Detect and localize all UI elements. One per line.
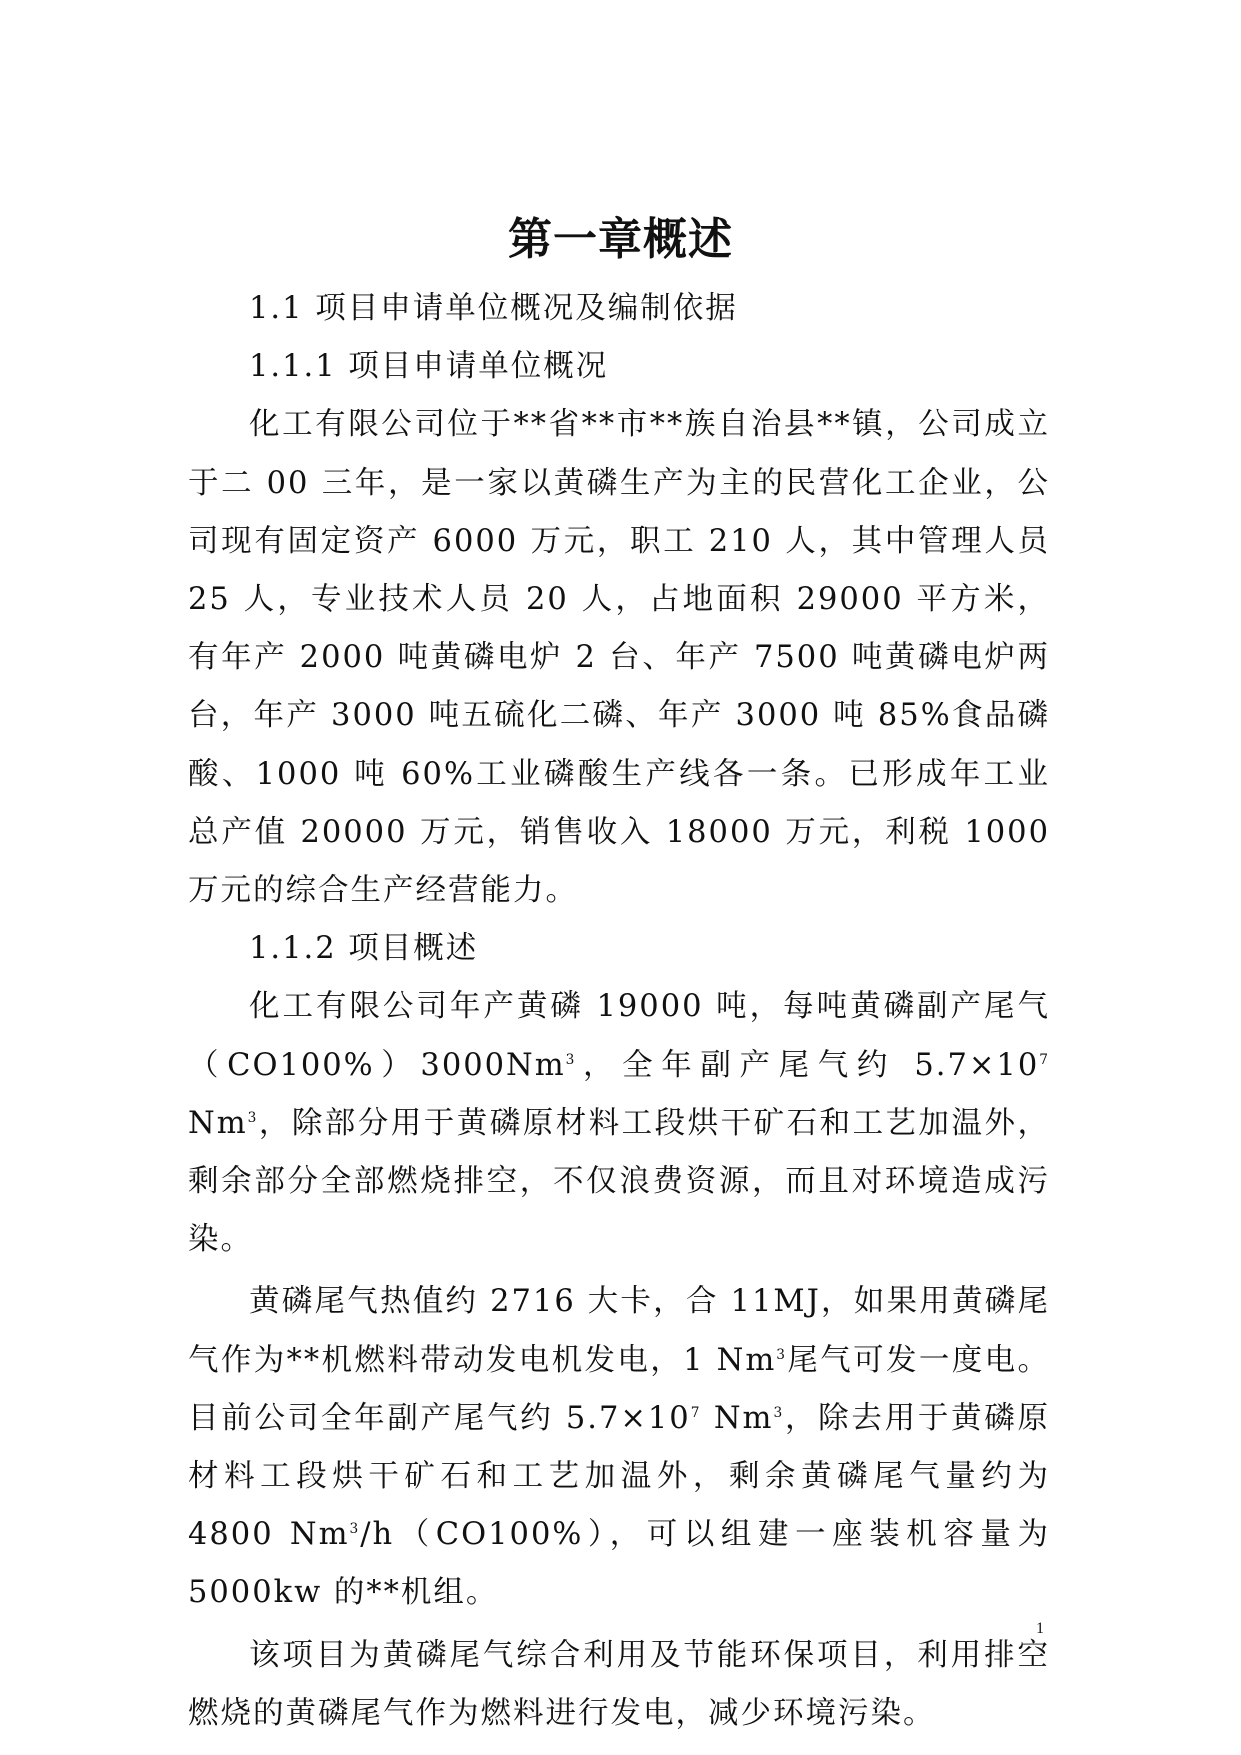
paragraph-project-summary: 该项目为黄磷尾气综合利用及节能环保项目，利用排空燃烧的黄磷尾气作为燃料进行发电，减少环境污染。 [188,1637,1050,1731]
section-heading-1-1-2: 1.1.2 项目概述 [249,931,479,967]
overview-text-c: Nm [188,1105,248,1141]
overview-sup-c: 3 [247,1109,259,1126]
heat-text-d: ，除去用于黄磷原材料工段烘干矿石和工艺加温外，剩余黄磷尾气量约为 4800 Nm [188,1400,1050,1553]
heat-sup-a: 3 [776,1346,787,1363]
paragraph-company-profile: 化工有限公司位于**省**市**族自治县**镇，公司成立于二 00 三年，是一家以黄磷生产为主的民营化工企业，公司现有固定资产 6000 万元，职工 210 人，其中管理人员 25 人，专业技术人员 20 人，占地面积 29000 平方米，有年产 2000 吨黄磷电炉 2 台、年产 7500 吨黄磷电炉两台，年产 3000 吨五硫化二磷、年产 3000 吨 85%食品磷酸、1000 吨 60%工业磷酸生产线各一条。已形成年工业总产值 20000 万元，销售收入 18000 万元，利税 1000 万元的综合生产经营能力。 [188,407,1050,909]
overview-sup-b: 7 [1039,1051,1050,1068]
document-body [188,280,1050,1743]
heat-text-a: 黄磷尾气热值约 2716 大卡，合 11MJ，如果用黄磷尾气作为**机燃料带动发电机发电，1 Nm [188,1284,1050,1378]
heat-text-e: /h（CO100%），可以组建一座装机容量为 5000kw 的**机组。 [188,1517,1050,1611]
heat-text-c: Nm [701,1400,774,1436]
overview-text-a: 化工有限公司年产黄磷 19000 吨，每吨黄磷副产尾气（CO100%）3000Nm [188,989,1050,1083]
section-heading-1-1-1: 1.1.1 项目申请单位概况 [249,349,609,385]
overview-text-d: ，除部分用于黄磷原材料工段烘干矿石和工艺加温外，剩余部分全部燃烧排空，不仅浪费资源，而且对环境造成污染。 [188,1105,1050,1258]
page-number: 1 [1036,1620,1044,1637]
section-heading-1-1: 1.1 项目申请单位概况及编制依据 [249,291,738,326]
overview-sup-a: 3 [565,1051,577,1068]
paragraph-project-overview [188,978,1050,1269]
heat-sup-d: 3 [349,1521,361,1538]
chapter-title: 第一章概述 [508,214,733,265]
paragraph-heat-value [188,1273,1050,1622]
heat-sup-b: 7 [690,1404,702,1421]
heat-sup-c: 3 [773,1404,785,1421]
heat-text-b: 尾气可发一度电。目前公司全年副产尾气约 5.7×10 [188,1342,1050,1436]
overview-text-b: ，全年副产尾气约 5.7×10 [576,1047,1040,1083]
